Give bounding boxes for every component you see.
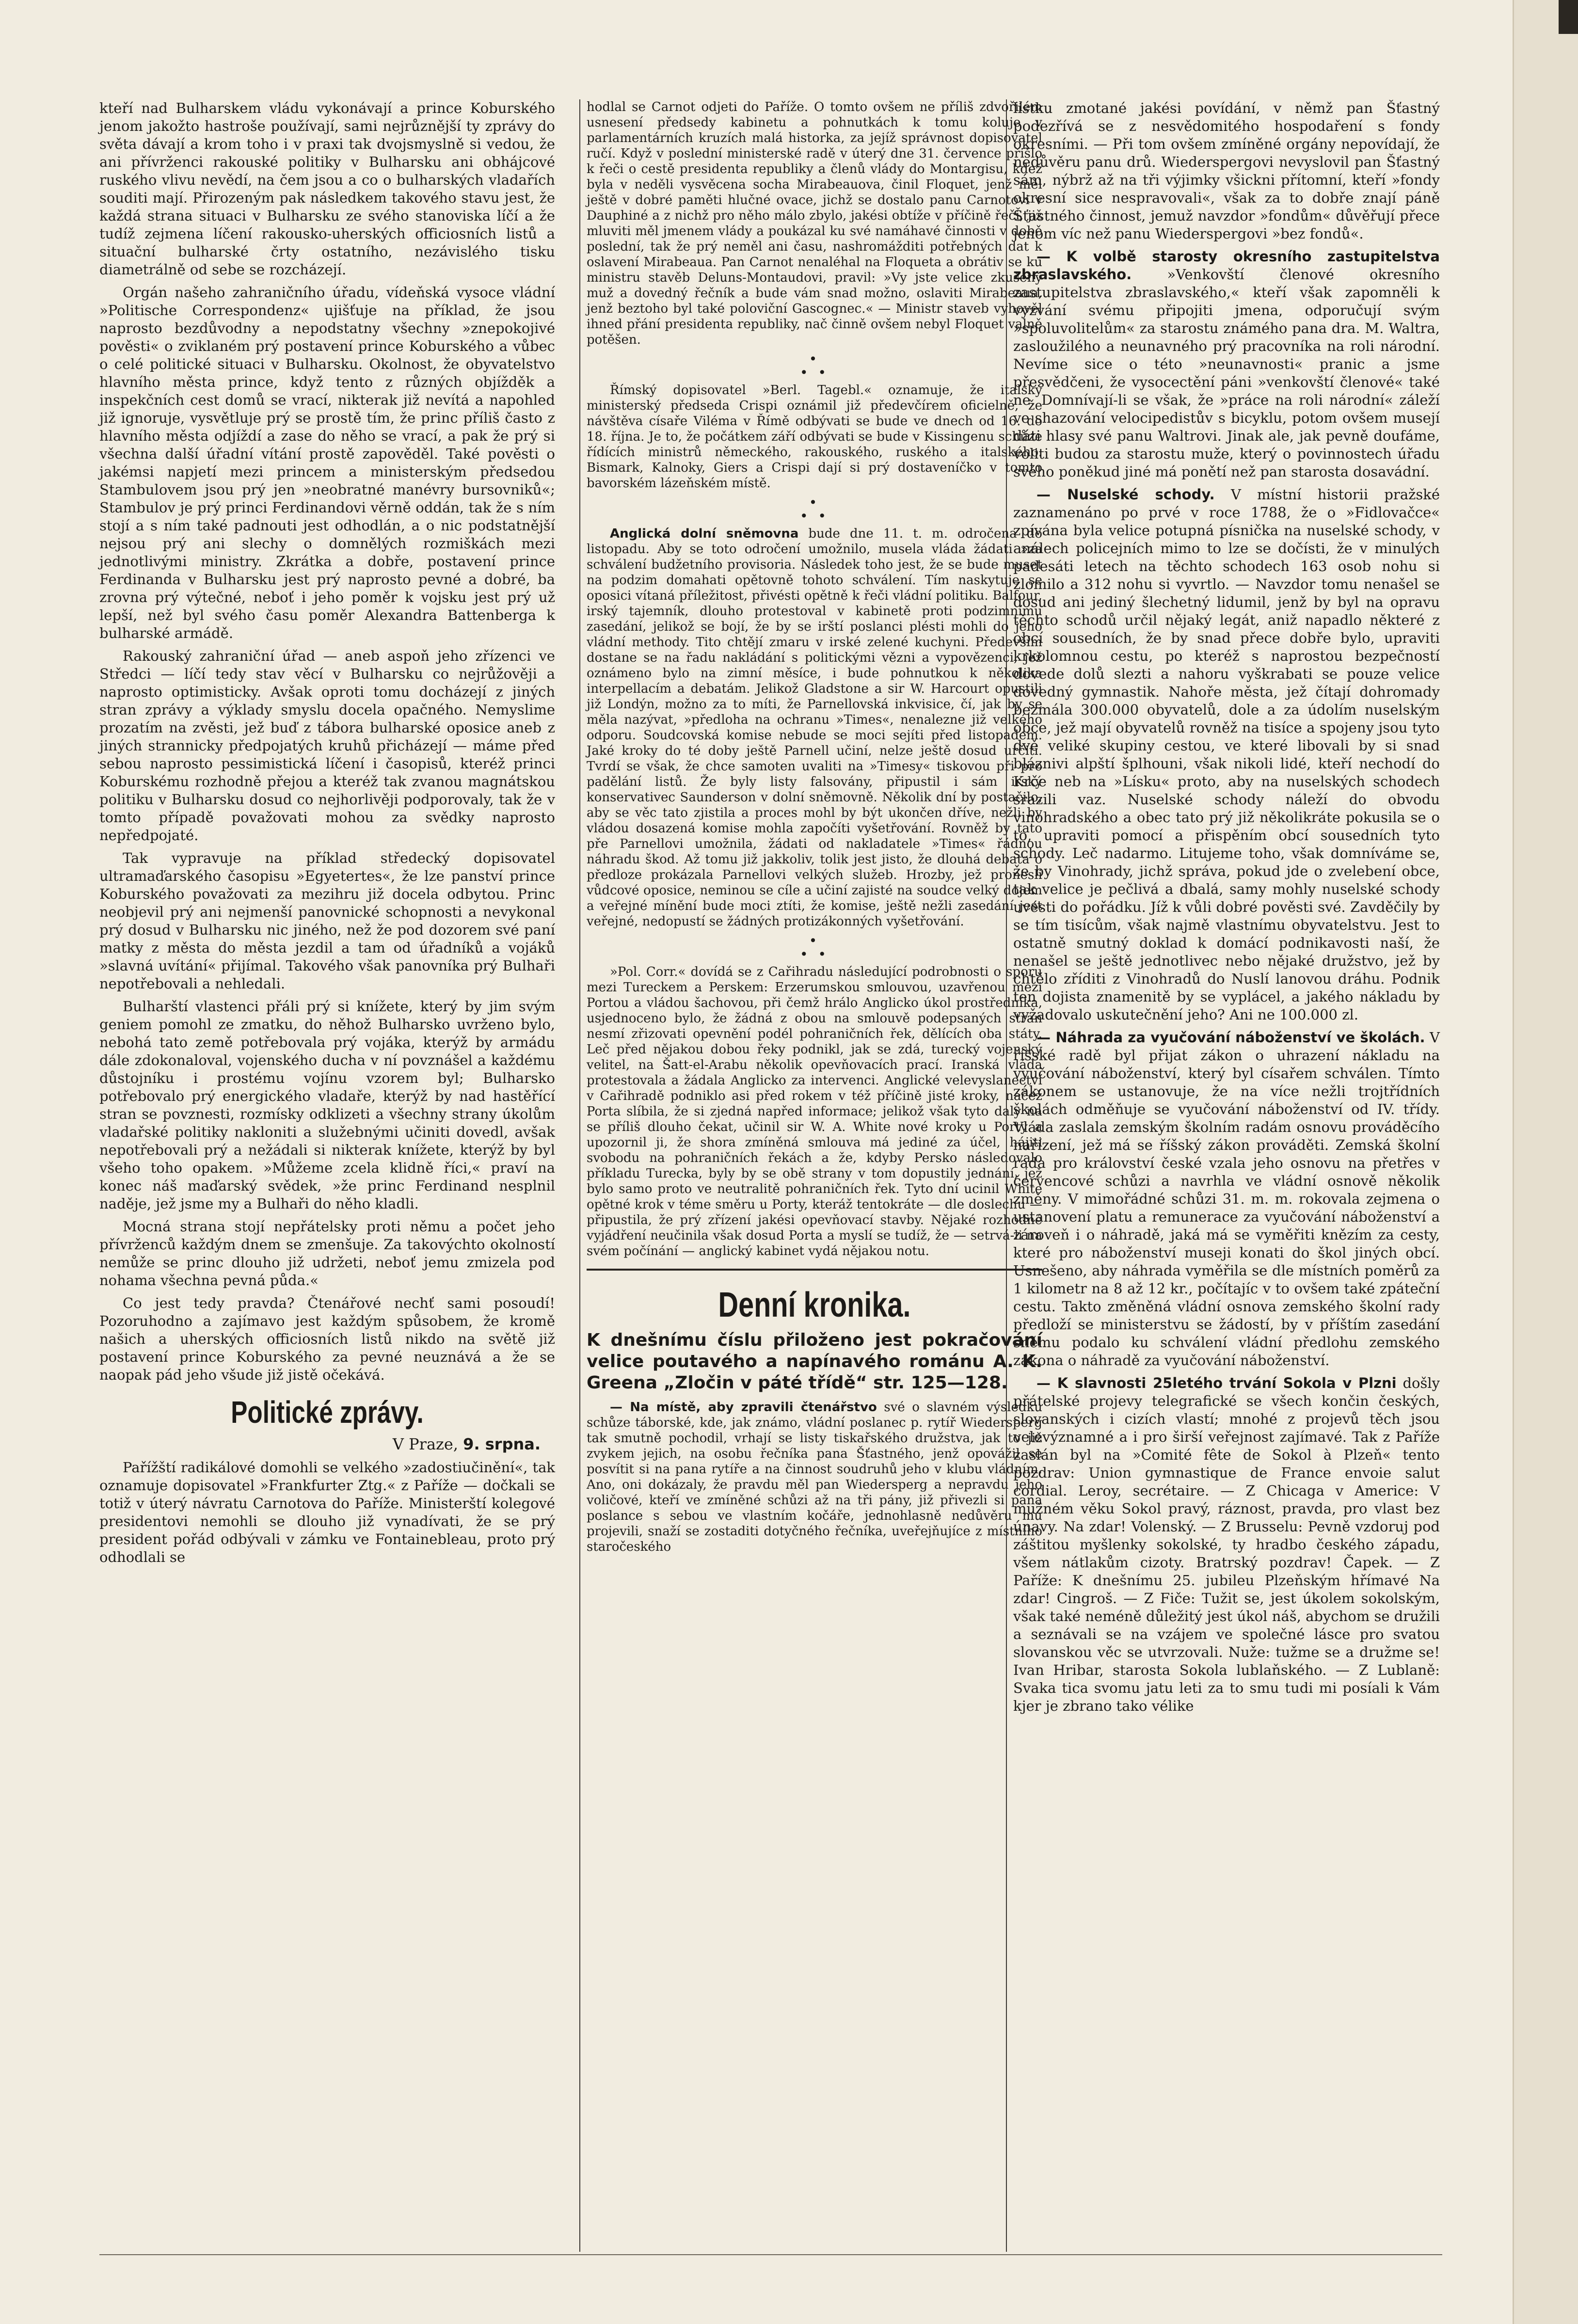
bottom-rule <box>99 2254 1442 2255</box>
paragraph-body: V místní historii pražské zaznamenáno po prvé v roce 1788, že o »Fidlovačce« zpívána byla velice potupná písnička na nuselské schody, v análech policejních mimo to lze se dočísti, že v minulých padesáti letech na těchto schodech 163 osob nohu si zlomilo a 312 nohu si vyvrtlo. — Navzdor tomu nenašel se dosud ani jediný šlechetný lidumil, jenž by byl na opravu těchto schodů určil nějaký legát, aniž napadlo některé z obcí sousedních, že by snad přece dobře bylo, upraviti krkolomnou cestu, po kteréž s naprostou bezpečností dovede dolů slezti a nahoru vyškrabati se pouze velice dovedný gymnastik. Nahoře města, jež čítají dohromady bezmála 300.000 obyvatelů, dole a za údolím nuselským obce, jež mají obyvatelů rovněž na tisíce a spojeny jsou tyto dvě veliké skupiny cestou, ve které libovali by si snad bláznivi alpští šplhouni, však nikoli lidé, kteří nechodí do Krče neb na »Lísku« proto, aby na nuselských schodech srazili vaz. Nuselské schody náleží do obvodu vinohradského a obec tato prý již několikráte pokusila se o to, upraviti pomocí a přispěním obcí sousedních tyto schody. Leč nadarmo. Litujeme toho, však domníváme se, že by Vinohrady, jichž správa, pokud jde o zvelebení obce, tak velice je pečlivá a dbalá, samy mohly nuselské schody uvésti do pořádku. Jíž k vůli dobré pověsti své. Zavděčily by se tím tisícům, však najmě vlastnímu obyvatelstvu. Jest to ostatně smutný doklad k domácí podnikavosti naší, že nenašel se ještě jednotlivec nebo nějaké družstvo, jež by chtělo zříditi z Vinohradů do Nuslí lanovou dráhu. Podnik ten dojista znamenitě by se vyplácel, a jakého nákladu by vyžadovalo uskutečnění jeho? Ani ne 100.000 zl. <box>1013 486 1440 1023</box>
column-1 <box>99 99 555 1571</box>
section-title-politicke-zpravy: Politické zprávy. <box>231 1395 424 1430</box>
article-paragraph <box>1013 1029 1440 1369</box>
article-paragraph: Mocná strana stojí nepřátelsky proti němu a počet jeho přívrženců každým dnem se zmenšuje. Za takovýchto okolností nemůže se princ dlouho již udržeti, neboť jemu zmizela pod nohama všechna pevná půda.« <box>99 1218 555 1289</box>
dateline-city: V Praze, <box>392 1435 458 1453</box>
article-paragraph: »Pol. Corr.« dovídá se z Cařihradu následující podrobnosti o sporu mezi Tureckem a Perskem: Erzerumskou smlouvou, uzavřenou mezi Portou a vládou šachovou, při čemž hrálo Anglicko úkol prostředníka, usjednoceno bylo, že žádná z obou na smlouvě podepsaných stran nesmí zřizovati opevnění podél pohraničních řek, dělících oba státy. Leč před nějakou dobou řeky podnikl, jak se zdá, turecký vojenský velitel, na Šatt-el-Arabu několik opevňovacích prací. Iranská vláda protestovala a žádala Anglicko za intervenci. Anglické velevyslanectví v Cařihradě podniklo asi před rokem v též příčině jisté kroky, načež Porta slíbila, že si zjedná napřed informace; jelikož však tyto daly na se příliš dlouho čekat, učinil sir W. A. White nové kroky u Porty a upozornil ji, že shora zmíněná smlouva má jediné za účel, hájiti svobodu na pohraničních řekách a že, kdyby Persko následovalo příkladu Turecka, byly by se obě strany v tom dopustily jednání, jež bylo samo proto ve neutralitě pohraničních řek. Tyto dní ucinil White opětné krok v téme směru u Porty, kteráž tentokráte — dle doslechu — připustila, že prý zřízení jakési opevňovací stavby. Nějaké rozhodné vyjádření neučinila však dosud Porta a myslí se tudíž, že — setrvá-li na svém počínání — anglický kabinet vydá nějakou notu. <box>587 965 1042 1258</box>
page-corner-mark <box>1559 0 1578 34</box>
article-paragraph: Orgán našeho zahraničního úřadu, vídeňská vysoce vládní »Politische Correspondenz« ujišťuje na příklad, že jsou naprosto bezdůvodny a nepodstatny všechny »znepokojivé pověsti« o zviklaném prý postavení prince Koburského a vůbec o celé politické situaci v Bulharsku. Okolnost, že obyvatelstvo hlavního města prince, když tento z různých objížděk a inspekčních cest domů se vrací, nikterak již nevítá a napohled již ignoruje, vysvětluje prý se prostě tím, že princ příliš často z hlavního města odjíždí a zase do něho se vrací, a pak že prý si všechna další úřadní vítání prostě zapověděl. Také pověsti o jakémsi napjetí mezi princem a ministerským předsedou Stambulovem jsou prý jen »neobratné manévry bursovniků«; Stambulov je prý princi Ferdinandovi věrně oddán, tak že s ním stojí a s ním také padnouti jest odhodlán, a o nic podstatnější nejsou prý ani slechy o domnělých rozmiškách mezi jednotlivými ministry. Zkrátka a dobře, postavení prince Ferdinanda v Bulharsku jest prý naprosto pevné a dobré, ba zrovna prý výtečné, neboť i jeho poměr k vojsku jest prý už lepší, než byl svého času poměr Alexandra Battenberga k bulharské armádě. <box>99 284 555 641</box>
paragraph-lead: Anglická dolní sněmovna <box>610 526 799 541</box>
page-edge <box>1513 0 1578 2324</box>
supplement-announcement: K dnešnímu číslu přiloženo jest pokračování velice poutavého a napínavého románu A. K. Greena „Zločin v páté třídě“ str. 125—128. <box>587 1330 1042 1393</box>
denni-kronika-section <box>587 1269 1042 1555</box>
article-paragraph: Bulharští vlastenci přáli prý si knížete, který by jim svým geniem pomohl ze zmatku, do něhož Bulharsko uvrženo bylo, nebohá tato země potřebovala prý vojáka, kterýž by armádu dále zdokonaloval, vojenského ducha v ní povznášel a každému důstojníku i prostému vojínu vzorem byl; Bulharsko potřebovalo prý energického vladaře, kterýž by nad hastěřící stran se povznesti, rozmísky odklizeti a všechny strany úkolům vladařské politiky nakloniti a služebnými učiniti dovedl, avšak nepotřebovali prý a nežádali si nikterak knížete, kterýž by byl všeho toho opakem. »Můžeme zcela klidně říci,« praví na konec náš maďarský svědek, »že princ Ferdinand nesplnil naděje, jež jsme my a Bulhaři do něho kladli. <box>99 998 555 1212</box>
article-paragraph <box>1013 486 1440 1024</box>
column-3 <box>1013 99 1440 1720</box>
paragraph-body: bude dne 11. t. m. odročena do listopadu. Aby se toto odročení umožnilo, musela vláda žádati »za schválení budžetního provisoria. Následek toho jest, že se bude muset na podzim domahati opětovně tohoto schválení. Tím naskytuje se oposici vítaná příležitost, přivésti opětně k řeči vládní politiku. Balfour, irský tajemník, dlouho protestoval v kabinetě proti podzimnímu zasedání, jelikož se bojí, že by se irští poslanci plésti mohli do jeho vládní methody. Tito chtějí zmaru v irské zelené kuchyni. Především dostane se na řadu nakládání s politickými vězni a vypovězenci, jež oznámeno bylo na zimní měsíce, i bude pohnutkou k několika interpellacím a debatám. Jelikož Gladstone a sir W. Harcourt opustili již Londýn, možno za to míti, že Parnellovská inkvisice, čí, jak by se měla nazývat, »předloha na ochranu »Times«, nenalezne již velkého odporu. Soudcovská komise nebude se moci sejíti před listopadem. Jaké kroky do té doby ještě Parnell učiní, nelze ještě dosud určiti. Tvrdí se však, že chce samoten uvaliti na »Timesy« tiskovou při pro padělání listů. Že byly listy falsovány, připustil i sám irský konservativec Saunderson v dolní sněmovně. Několik dní by postačilo, aby se věc tato zjistila a proces mohl by být ukončen dříve, nežli by vládou dosazená komise mohla započíti vyšetřování. Rovněž by tato pře Parnellovi umožnila, žádati od nakladatele »Times« řádnou náhradu škod. Až tomu již jakkoliv, tolik jest jisto, že dlouhá debata o předloze prokázala Parnellovi velkých služeb. Hrozby, jež pronesli vůdcové oposice, neminou se cíle a učiní zajisté na soudce velký dojem a veřejné mínění bude moci ztíti, že komise, ještě nežli zasedání jest veřejné, nedopustí se žádných protizákonných vyšetřování. <box>587 526 1042 929</box>
article-paragraph <box>1013 248 1440 481</box>
paragraph-lead: — Nuselské schody. <box>1036 486 1215 503</box>
dateline <box>99 1434 541 1454</box>
article-paragraph: lístku zmotané jakési povídání, v němž pan Šťastný podezřívá se z nesvědomitého hospodaření s fondy okresními. — Při tom ovšem zmíněné orgány nepovídají, že nedůvěru panu drů. Wiederspergovi nevyslovil pan Šťastný sám, nýbrž až na tři výjimky všickni přítomní, kteří »fondy okresní sice nespravovali«, však za to dobře znají páně Šťastného činnost, jemuž navzdor »fondům« důvěřují přece jenom víc než panu Wiederspergovi »bez fondů«. <box>1013 100 1440 242</box>
article-paragraph <box>587 1400 1042 1555</box>
article-paragraph: Tak vypravuje na příklad středecký dopisovatel ultramaďarského časopisu »Egyetertes«, že lze panství prince Koburského považovati za mezihru již docela odbytou. Princ neobjevil prý ani nejmenší panovnické schopnosti a nevykonal prý dosud v Bulharsku nic jiného, než že pod dozorem své paní matky z města do města jezdil a tam od úřadníků a vojáků »slavná uvítání« přijímal. Takového však panovníka prý Bulhaři nepotřebovali a nehledali. <box>99 850 555 992</box>
section-title-denni-kronika: Denní kronika. <box>718 1286 911 1324</box>
paragraph-body: V říšské radě byl přijat zákon o uhrazení nákladu na vyučování náboženství, který byl císařem schválen. Tímto zákonem se ustanovuje, že na více nežli trojtřídních školách odměňuje se vyučování náboženství od IV. třídy. Vláda zaslala zemským školním radám osnovu prováděcího nařízení, jež má se říšský zákon prováděti. Zemská školní rada pro království české vzala jeho osnovu na přetřes v červencové schůzi a navrhla ve vládní osnově několik změny. V mimořádné schůzi 31. m. m. rokovala zejmena o ustanovení platu a remunerace za vyučování náboženství a zároveň i o náhradě, jaká má se vyměřiti knězím za cesty, které pro náboženství museji konati do škol jiných obcí. Usnešeno, aby náhrada vyměřila se dle místních poměrů za 1 kilometr na 8 až 12 kr., počítajíc v to ovšem také zpáteční cestu. Takto změněná vládní osnova zemského školní rady předloží se ministerstvu se žádostí, by v příštím zasedání sněmu podalo ku schválení vládní předlohu zemského zákona o náhradě za vyučování náboženství. <box>1013 1029 1440 1369</box>
separator-dots: • • • <box>800 933 829 962</box>
column-rule-1 <box>579 99 580 2252</box>
paragraph-body: »Venkovští členové okresního zastupitelstva zbraslavského,« kteří však zapomněli k vyzvání svému připojiti jmena, odporučují svým »spoluvolitelům« za starostu známého pana dra. M. Waltra, zasloužilého a neunavného prý pracovníka na roli národní. Nevíme sice o této »neunavnosti« pranic a jsme přesvědčeni, že vysocectění páni »venkovští členové« také ne. Domnívají-li se však, že »práce na roli národní« záleží ve shazování velocipedistův s bicyklu, potom ovšem musejí dáti hlasy své panu Waltrovi. Jinak ale, jak pevně doufáme, voliti budou za starostu muže, který o povinnostech úřadu svého poněkud jiné má ponětí než pan starosta dosavádní. <box>1013 266 1440 480</box>
separator-dots: • • • <box>800 351 829 381</box>
paragraph-body: své o slavném výsledku schůze táborské, kde, jak známo, vládní poslanec p. rytíř Wiedersperg tak smutně pochodil, vrhají se listy tiskařského družstva, jak to již zvykem jejich, na osobu řečníka pana Šťastného, jenž opovážil se posvítit si na pana rytíře a na činnost soudruhů jeho v klubu vládním. Ano, oni dokázaly, že pravdu měl pan Wiedersperg a nepravdu jeho voličové, kteří ve zmíněné schůzi až na tři pány, již přivezli si pana poslance s sebou ve vlastním kočáře, jednohlasně nedůvěru mu projevili, snaží se zostaditi dotyčného řečníka, uveřejňujíce z místního staročeského <box>587 1400 1043 1554</box>
paragraph-body: došly přátelské projevy telegrafické se všech končin českých, slovanských i cizích vlastí; mnohé z projevů těch jsou velevýznamné a i pro širší veřejnost zajímavé. Tak z Paříže zaslán byl na »Comité fête de Sokol à Plzeň« tento pozdrav: Union gymnastique de France envoie salut cordial. Leroy, secrétaire. — Z Chicaga v Americe: V mužném věku Sokol pravý, ráznost, pravda, pro vlast bez únavy. Na zdar! Volenský. — Z Brusselu: Pevně vzdoruj pod záštitou myšlenky sokolské, ty hradbo českého západu, všem nátlakům cizoty. Bratrský pozdrav! Čapek. — Z Paříže: K dnešnímu 25. jubileu Plzeňským hřímavé Na zdar! Cingroš. — Z Fiče: Tužit se, jest úkolem sokolským, však také neméně důležitý jest úkol náš, abychom se družili a seznávali se na vzájem ve společné lásce pro svatou slovanskou věc se utvrzovali. Nuže: tužme se a družme se! Ivan Hribar, starosta Sokola lublaňského. — Z Lublaně: Svaka tica svomu jatu leti za to smu tudi mi posíali k Vám kjer je zbrano tako vélike <box>1013 1375 1440 1714</box>
article-paragraph: Rakouský zahraniční úřad — aneb aspoň jeho zřízenci ve Středci — líčí tedy stav věcí v Bulharsku co nejrůžověji a naprosto optimisticky. Avšak oproti tomu docházejí z jiných stran zprávy a výklady smyslu docela opačného. Nemyslime prozatím na zvěsti, jež buď z tábora bulharské oposice aneb z jiných strannicky předpojatých kruhů přicházejí — máme před sebou naprosto pessimistická líčení i časopisů, kteréž princi Koburskému rozhodně přejou a kteréž tak zvanou magnátskou politiku v Bulharsku dosud co nejhorlivěji podporovaly, tak že v tomto případě považovati mohou za svědky naprosto nepředpojaté. <box>99 648 555 844</box>
article-paragraph: kteří nad Bulharskem vládu vykonávají a prince Koburského jenom jakožto hastroše používají, sami nejrůznější ty zprávy do světa dávají a krom toho i v praxi tak dvojsmyslně si vedou, že ani přívrženci rakouské politiky v Bulharsku ani obhájcové ruského vlivu nevědí, na čem jsou a co o bulharských vladařích souditi mají. Přirozeným pak následkem takového stavu jest, že každá strana situaci v Bulharsku ze svého stanoviska líčí a že tudíž zejmena líčení rakousko-uherských officiosních listů a situační bulharské črty ostatního, nezávislého tisku diametrálně od sebe se rozcházejí. <box>99 100 555 278</box>
article-paragraph: Římský dopisovatel »Berl. Tagebl.« oznamuje, že italský ministerský předseda Crispi oznámil již předevčírem oficielně, že návštěva císaře Viléma v Římě odbývati se bude ve dnech od 16. do 18. října. Je to, že počátkem září odbývati se bude v Kissingenu schůze řídících ministrů německého, rakouského, ruského a italského. Bismark, Kalnoky, Giers a Crispi dají si prý dostaveníčko v tomto bavorském lázeňském místě. <box>587 383 1042 491</box>
paragraph-lead: — K volbě starosty okresního zastupitelstva zbraslavského. <box>1013 248 1440 283</box>
paragraph-lead: — K slavnosti 25letého trvání Sokola v Plzni <box>1036 1375 1397 1391</box>
separator-dots: • • • <box>800 494 829 524</box>
column-2 <box>587 99 1042 1560</box>
article-paragraph <box>587 526 1042 929</box>
paragraph-lead: — Náhrada za vyučování náboženství ve školách. <box>1036 1029 1425 1046</box>
article-paragraph: hodlal se Carnot odjeti do Paříže. O tomto ovšem ne příliš zdvořilém usnesení předsedy kabinetu a pohnutkách k tomu koluje v parlamentárních kruzích malá historka, za jejíž správnost dopisovatel ručí. Když v poslední ministerské radě v úterý dne 31. července přišlo k řeči o cestě presidenta republiky a členů vlády do Montargisu, kdež byla v neděli vysvěcena socha Mirabeauova, činil Floquet, jenž měl ještě v dobré paměti hlučné ovace, jichž se dostalo panu Carnotovi v Dauphiné a z nichž pro něho málo zbylo, jakési obtíže v příčině řeči, již mluviti měl jmenem vlády a poukázal ku své namáhavé činnosti v době poslední, tak že prý neměl ani času, nashromážditi potřebných dat k oslavení Mirabeaua. Pan Carnot nenaléhal na Floqueta a obrátiv se ku ministru stavěb Deluns-Montaudovi, pravil: »Vy jste velice zkušený muž a dovedný řečník a bude vám snad možno, oslaviti Mirabeaua, jenž beztoho byl také poloviční Gascognec.« — Ministr staveb vyhověl ihned přání presidenta republiky, nač činně ovšem nebyl Floquet valně potěšen. <box>587 100 1042 347</box>
article-paragraph: Co jest tedy pravda? Čtenářové nechť sami posoudí! Pozoruhodno a zajímavo jest každým spůsobem, že kromě našich a uherských officiosních listů nikdo na světě již postavení prince Koburského za pevné neuznává a že se naopak pád jeho všude již jistě očekává. <box>99 1295 555 1383</box>
article-paragraph <box>1013 1374 1440 1715</box>
paragraph-lead: — Na místě, aby zpravili čtenářstvo <box>610 1400 877 1415</box>
dateline-date: 9. srpna. <box>463 1435 541 1453</box>
article-paragraph: Pařížští radikálové domohli se velkého »zadostiučinění«, tak oznamuje dopisovatel »Frankfurter Ztg.« z Paříže — dočkali se totiž v úterý návratu Carnotova do Paříže. Ministerští kolegové presidentovi nemohli se dlouho již vynadívati, že se prý president pořád odbývali v zámku ve Fontainebleau, proto prý odhodlali se <box>99 1459 555 1565</box>
